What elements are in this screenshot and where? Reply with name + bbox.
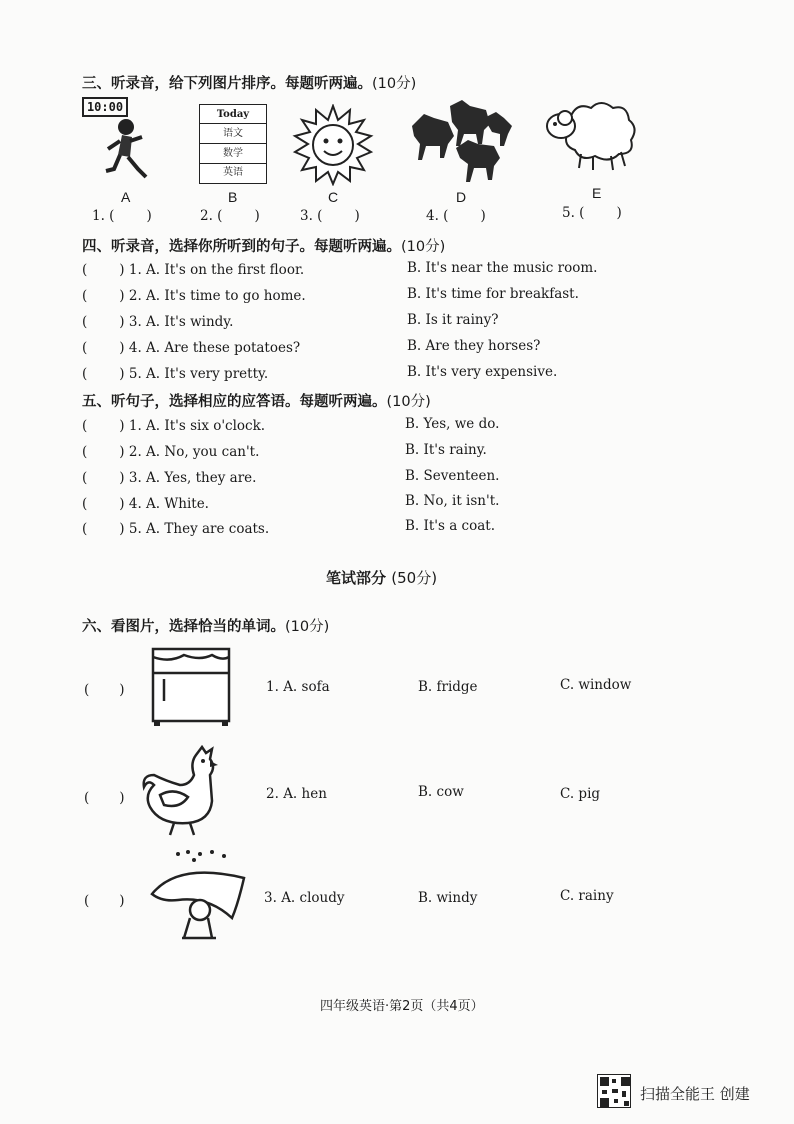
scanner-watermark: 扫描全能王 创建 xyxy=(640,1085,750,1103)
answer-bracket[interactable]: ( ) xyxy=(82,288,125,304)
picture-b-schedule xyxy=(199,104,267,184)
option-c: C. window xyxy=(560,677,632,693)
fridge-icon xyxy=(150,645,232,727)
option-b: B. Are they horses? xyxy=(407,338,541,354)
section3-heading: 三、听录音，给下列图片排序。每题听两遍。(10分) xyxy=(82,76,417,92)
list-item: ( ) 5. A. It's very pretty. xyxy=(82,366,269,382)
horses-icon xyxy=(404,96,516,186)
answer-slot-4[interactable]: 4. ( ) xyxy=(426,208,486,224)
list-item: ( ) 4. A. White. xyxy=(82,496,209,512)
section4-heading: 四、听录音，选择你所听到的句子。每题听两遍。(10分) xyxy=(82,239,446,255)
option-c: C. pig xyxy=(560,786,601,802)
answer-bracket[interactable]: ( ) xyxy=(82,262,125,278)
option-b: B. No, it isn't. xyxy=(405,493,500,509)
option-b: B. It's very expensive. xyxy=(407,364,558,380)
section5-heading: 五、听句子，选择相应的应答语。每题听两遍。(10分) xyxy=(82,394,431,410)
list-item: ( ) 1. A. It's six o'clock. xyxy=(82,418,266,434)
list-item: ( ) 3. A. It's windy. xyxy=(82,314,234,330)
list-item: ( ) 5. A. They are coats. xyxy=(82,521,270,537)
list-item: 2. A. hen xyxy=(266,786,327,802)
list-item: ( ) 4. A. Are these potatoes? xyxy=(82,340,301,356)
list-item: ( ) 2. A. It's time to go home. xyxy=(82,288,306,304)
schedule-row: 语文 xyxy=(200,124,266,144)
answer-bracket[interactable]: ( ) xyxy=(84,790,125,806)
option-c: C. rainy xyxy=(560,888,614,904)
answer-bracket[interactable]: ( ) xyxy=(82,418,125,434)
option-b: B. windy xyxy=(418,890,478,906)
running-boy-icon xyxy=(82,97,162,183)
clock-label: 10:00 xyxy=(82,97,128,117)
option-b: B. It's rainy. xyxy=(405,442,487,458)
schedule-row: Today xyxy=(200,105,266,124)
option-b: B. It's time for breakfast. xyxy=(407,286,579,302)
sun-icon xyxy=(292,104,374,186)
picture-label: E xyxy=(592,185,602,201)
umbrella-rain-icon xyxy=(148,848,248,942)
picture-label: D xyxy=(456,189,467,205)
option-b: B. It's a coat. xyxy=(405,518,495,534)
picture-label: C xyxy=(328,189,339,205)
qr-code-icon xyxy=(597,1074,631,1108)
schedule-row: 英语 xyxy=(223,167,243,178)
picture-label: B xyxy=(228,189,238,205)
list-item: ( ) 2. A. No, you can't. xyxy=(82,444,260,460)
answer-slot-1[interactable]: 1. ( ) xyxy=(92,208,152,224)
answer-bracket[interactable]: ( ) xyxy=(82,470,125,486)
answer-slot-5[interactable]: 5. ( ) xyxy=(562,205,622,221)
answer-bracket[interactable]: ( ) xyxy=(84,682,125,698)
option-b: B. Yes, we do. xyxy=(405,416,500,432)
answer-bracket[interactable]: ( ) xyxy=(82,496,125,512)
section6-heading: 六、看图片，选择恰当的单词。(10分) xyxy=(82,619,330,635)
list-item: ( ) 1. A. It's on the first floor. xyxy=(82,262,305,278)
answer-bracket[interactable]: ( ) xyxy=(84,893,125,909)
list-item: 3. A. cloudy xyxy=(264,890,345,906)
option-b: B. Is it rainy? xyxy=(407,312,499,328)
picture-a-boy-running xyxy=(82,97,162,183)
picture-label: A xyxy=(121,189,131,205)
answer-bracket[interactable]: ( ) xyxy=(82,366,125,382)
list-item: 1. A. sofa xyxy=(266,679,330,695)
page-footer: 四年级英语·第2页（共4页） xyxy=(320,999,484,1014)
schedule-row: 数学 xyxy=(200,144,266,164)
answer-bracket[interactable]: ( ) xyxy=(82,340,125,356)
option-b: B. fridge xyxy=(418,679,478,695)
answer-slot-2[interactable]: 2. ( ) xyxy=(200,208,260,224)
answer-bracket[interactable]: ( ) xyxy=(82,444,125,460)
option-b: B. It's near the music room. xyxy=(407,260,598,276)
answer-slot-3[interactable]: 3. ( ) xyxy=(300,208,360,224)
option-b: B. Seventeen. xyxy=(405,468,500,484)
option-b: B. cow xyxy=(418,784,464,800)
answer-bracket[interactable]: ( ) xyxy=(82,521,125,537)
sheep-icon xyxy=(541,96,639,172)
answer-bracket[interactable]: ( ) xyxy=(82,314,125,330)
written-part-title: 笔试部分 (50分) xyxy=(326,569,438,587)
hen-icon xyxy=(140,745,220,837)
list-item: ( ) 3. A. Yes, they are. xyxy=(82,470,257,486)
